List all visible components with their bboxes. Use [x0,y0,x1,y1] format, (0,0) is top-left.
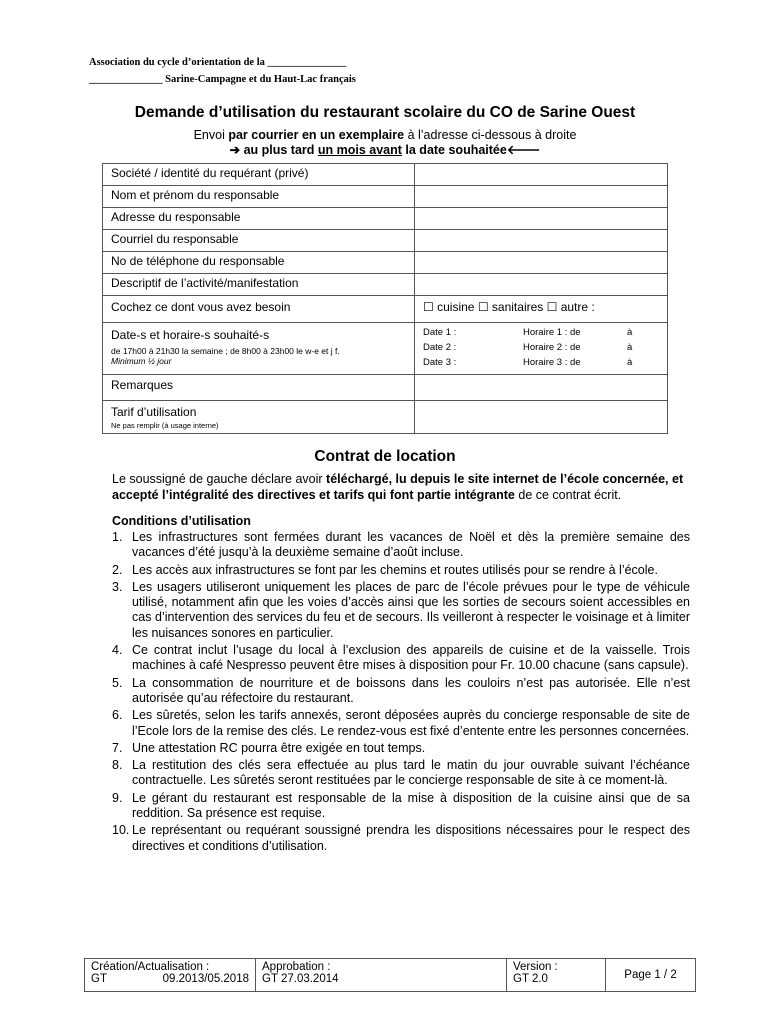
form-field-societe[interactable] [415,164,668,186]
form-label: Courriel du responsable [103,230,415,252]
list-item [112,791,690,822]
list-item [112,530,690,561]
list-item [112,643,690,674]
list-item [112,563,690,578]
intro-bold: téléchargé, lu depuis le site internet de l’école concernée, et accepté l’intégralité des directives et tarifs qui font partie intégrante [112,472,684,502]
association-header-line2: ______________ Sarine-Campagne et du Haut-Lac français [89,74,356,85]
item-text: Les accès aux infrastructures se font par les chemins et routes utilisés pour se rendre à l’école. [132,562,658,577]
item-number: 3. [112,579,123,594]
form-field-tarif [415,401,668,434]
horaire-1-label[interactable]: Horaire 1 : de [523,327,581,338]
form-label: Adresse du responsable [103,208,415,230]
list-item [112,580,690,641]
form-row-societe [103,164,668,186]
footer-table [84,958,696,992]
item-number: 5. [112,675,123,690]
deadline-underlined: un mois avant [317,143,402,157]
form-label: Remarques [103,375,415,401]
form-field-courriel[interactable] [415,230,668,252]
form-label: Descriptif de l’activité/manifestation [103,274,415,296]
form-row-adresse [103,208,668,230]
dates-note: de 17h00 à 21h30 la semaine ; de 8h00 à 23h00 le w-e et j f. [111,346,340,356]
form-row-dates [103,323,668,375]
document-title: Demande d’utilisation du restaurant scolaire du CO de Sarine Ouest [134,104,636,121]
item-number: 9. [112,790,123,805]
date-3-label[interactable]: Date 3 : [423,357,457,368]
item-text: Une attestation RC pourra être exigée en tout temps. [132,740,426,755]
footer-approval [256,959,507,992]
item-text: Les sûretés, selon les tarifs annexés, seront déposées auprès du concierge responsable de site de l’Ecole lors de la remise des clés. Le rendez-vous est fixé d’entente entre les personnes concernées. [132,708,690,738]
dates-cell [415,323,668,375]
horaire-2-label[interactable]: Horaire 2 : de [523,342,581,353]
date-row-2 [423,342,659,357]
form-label: Société / identité du requérant (privé) [103,164,415,186]
dates-grid [423,327,659,372]
deadline-text-b: la date souhaitée [401,143,507,157]
dates-label: Date-s et horaire-s souhaité-s [111,328,270,342]
item-number: 10. [112,823,130,838]
checkbox-cuisine[interactable]: ☐ [423,300,434,314]
date-row-3 [423,357,659,372]
form-row-tarif [103,401,668,434]
conditions-list [112,530,690,856]
date-1-label[interactable]: Date 1 : [423,327,457,338]
form-field-nom[interactable] [415,186,668,208]
needs-options [415,296,668,323]
form-field-descriptif[interactable] [415,274,668,296]
date-row-1 [423,327,659,342]
checkbox-sanitaires[interactable]: ☐ [477,300,489,314]
item-text: Ce contrat inclut l’usage du local à l’exclusion des appareils de cuisine et de la vaisselle. Trois machines à café Nespresso peuvent être mises à disposition pour Fr. 10.00 chacune (sans capsule). [132,643,690,673]
subtitle-bold: par courrier en un exemplaire [228,128,408,142]
intro-pre: Le soussigné de gauche déclare avoir [112,472,327,486]
item-number: 7. [112,740,123,755]
version-label: Version : [513,961,558,973]
approval-label: Approbation : [262,961,331,973]
item-number: 1. [112,530,123,544]
form-label: Nom et prénom du responsable [103,186,415,208]
form-row-descriptif [103,274,668,296]
dates-minimum: Minimum ½ jour [111,356,172,366]
approval-value: GT 27.03.2014 [262,973,339,985]
form-row-remarques [103,375,668,401]
arrow-left-icon: 🡐 [506,143,541,157]
footer-page [606,959,696,992]
item-text: Les infrastructures sont fermées durant les vacances de Noël et dès la première semaine des vacances d’été jusqu’à la deuxième semaine d’août incluse. [132,530,690,560]
list-item [112,741,690,756]
form-label: No de téléphone du responsable [103,252,415,274]
item-text: Les usagers utiliseront uniquement les places de parc de l’école prévues pour le type de véhicule utilisé, notamment afin que les voies d’accès ainsi que les sorties de secours soient accessibles en cas d’intervention des services du feu et de secours. Ils veilleront à respecter le voisinage et à limiter les nuisances sonores en particulier. [132,579,690,640]
creation-label: Création/Actualisation : [91,961,210,973]
conditions-title: Conditions d’utilisation [112,514,251,528]
contract-title: Contrat de location [314,448,456,465]
checkbox-autre[interactable]: ☐ [546,300,558,314]
arrow-right-icon: ➔ [229,143,241,157]
tarif-label-cell [103,401,415,434]
option-sanitaires-label: sanitaires [491,300,544,314]
item-number: 6. [112,708,123,723]
creation-who: GT [91,973,107,985]
creation-dates: 09.2013/05.2018 [162,973,249,985]
horaire-2-a[interactable]: à [627,342,633,353]
subtitle-post: à l’adresse ci-dessous à droite [407,128,577,142]
form-row-courriel [103,230,668,252]
list-item [112,823,690,854]
form-field-adresse[interactable] [415,208,668,230]
version-value: GT 2.0 [513,973,548,985]
item-text: Le représentant ou requérant soussigné prendra les dispositions nécessaires pour le respect des directives et conditions d’utilisation. [132,823,690,853]
association-header-line1: Association du cycle d’orientation de la _______________ [89,57,347,68]
tarif-note: Ne pas remplir (à usage interne) [111,421,219,430]
option-autre-label: autre : [560,300,595,314]
horaire-3-a[interactable]: à [627,357,633,368]
horaire-1-a[interactable]: à [627,327,633,338]
form-row-needs [103,296,668,323]
form-row-telephone [103,252,668,274]
form-field-remarques[interactable] [415,375,668,401]
tarif-label: Tarif d’utilisation [111,405,197,419]
list-item [112,676,690,707]
form-field-telephone[interactable] [415,252,668,274]
item-text: La restitution des clés sera effectuée au plus tard le matin du jour ouvrable suivant l’échéance contractuelle. Les sûretés seront restituées par le concierge responsable de site à ce moment-là. [132,758,690,788]
subtitle-pre: Envoi [193,128,229,142]
form-label: Cochez ce dont vous avez besoin [103,296,415,323]
request-form-table [102,163,668,434]
list-item [112,758,690,789]
footer-version [507,959,606,992]
dates-label-cell [103,323,415,375]
item-number: 4. [112,643,123,658]
item-number: 8. [112,758,123,773]
subtitle-line1 [0,128,770,142]
page-number: Page 1 / 2 [624,969,677,981]
creation-values [91,973,249,985]
date-2-label[interactable]: Date 2 : [423,342,457,353]
option-cuisine-label: cuisine [437,300,475,314]
item-text: Le gérant du restaurant est responsable de la mise à disposition de la cuisine ainsi que de sa reddition. Sa présence est requise. [132,790,690,821]
intro-post: de ce contrat écrit. [514,487,622,502]
list-item [112,708,690,739]
form-row-nom [103,186,668,208]
footer-creation [85,959,256,992]
deadline-text-a: au plus tard [240,143,318,157]
contract-intro [112,472,690,503]
subtitle-line2 [0,142,770,158]
item-text: La consommation de nourriture et de boissons dans les couloirs n’est pas autorisée. Elle n’est autorisée qu’au réfectoire du restaurant. [132,675,690,705]
horaire-3-label[interactable]: Horaire 3 : de [523,357,581,368]
item-number: 2. [112,562,123,577]
